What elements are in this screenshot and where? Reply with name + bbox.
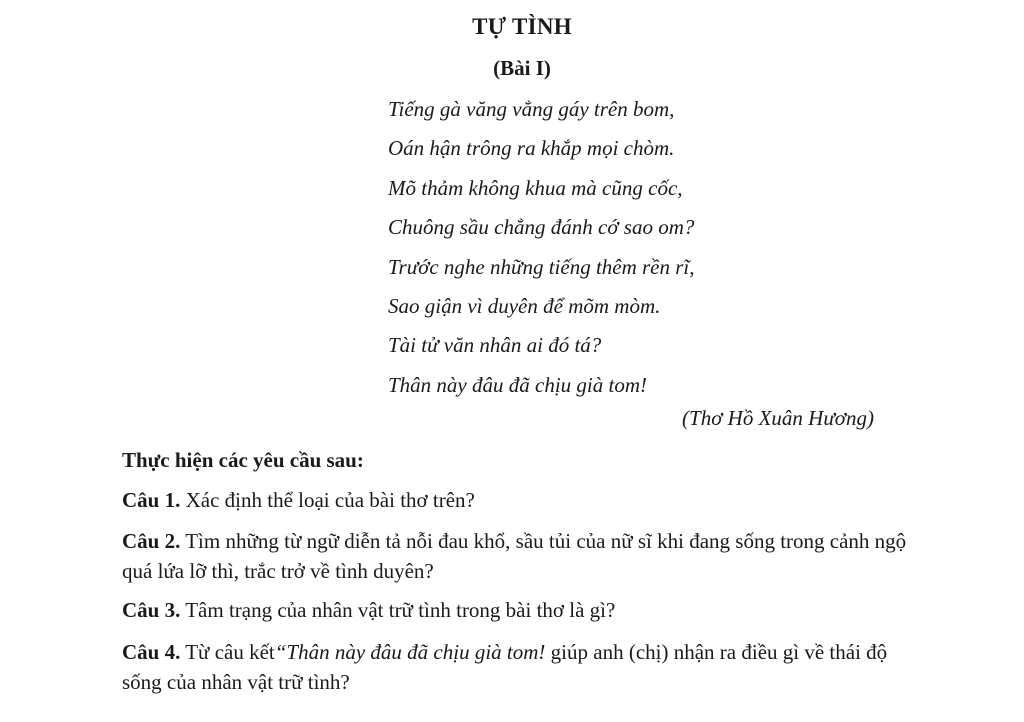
poem-author: (Thơ Hồ Xuân Hương) [682,406,874,430]
question-text: giúp anh (chị) nhận ra điều gì về thái độ sống của nhân vật trữ tình? [122,640,888,694]
poem-line: Chuông sầu chẳng đánh cớ sao om? [388,215,695,240]
poem-line: Tài tử văn nhân ai đó tá? [388,333,602,358]
question-2 [122,526,912,586]
question-quote: “Thân này đâu đã chịu già tom! [274,640,546,664]
question-text: Tìm những từ ngữ diễn tả nỗi đau khổ, sầu tủi của nữ sĩ khi đang sống trong cảnh ngộ quá lứa lỡ thì, trắc trở về tình duyên? [122,529,907,583]
question-text: Tâm trạng của nhân vật trữ tình trong bài thơ là gì? [180,598,616,622]
question-label: Câu 1. [122,488,181,512]
question-label: Câu 3. [122,598,181,622]
question-text: Xác định thể loại của bài thơ trên? [180,488,475,512]
poem-line: Tiếng gà văng vẳng gáy trên bom, [388,97,675,121]
instructions-heading: Thực hiện các yêu cầu sau: [122,448,364,472]
question-label: Câu 2. [122,529,181,553]
poem-body [388,92,695,407]
question-4 [122,637,912,697]
poem-line: Oán hận trông ra khắp mọi chòm. [388,136,675,161]
question-label: Câu 4. [122,640,181,664]
question-1 [122,485,912,515]
question-text: Từ câu kết [180,640,275,664]
poem-subtitle: (Bài I) [493,56,551,80]
poem-title: TỰ TÌNH [472,14,572,39]
poem-line: Thân này đâu đã chịu già tom! [388,372,647,397]
poem-line: Sao giận vì duyên để mõm mòm. [388,293,661,318]
poem-line: Mõ thảm không khua mà cũng cốc, [388,175,683,200]
poem-line: Trước nghe những tiếng thêm rền rĩ, [388,254,695,279]
question-3 [122,595,912,625]
